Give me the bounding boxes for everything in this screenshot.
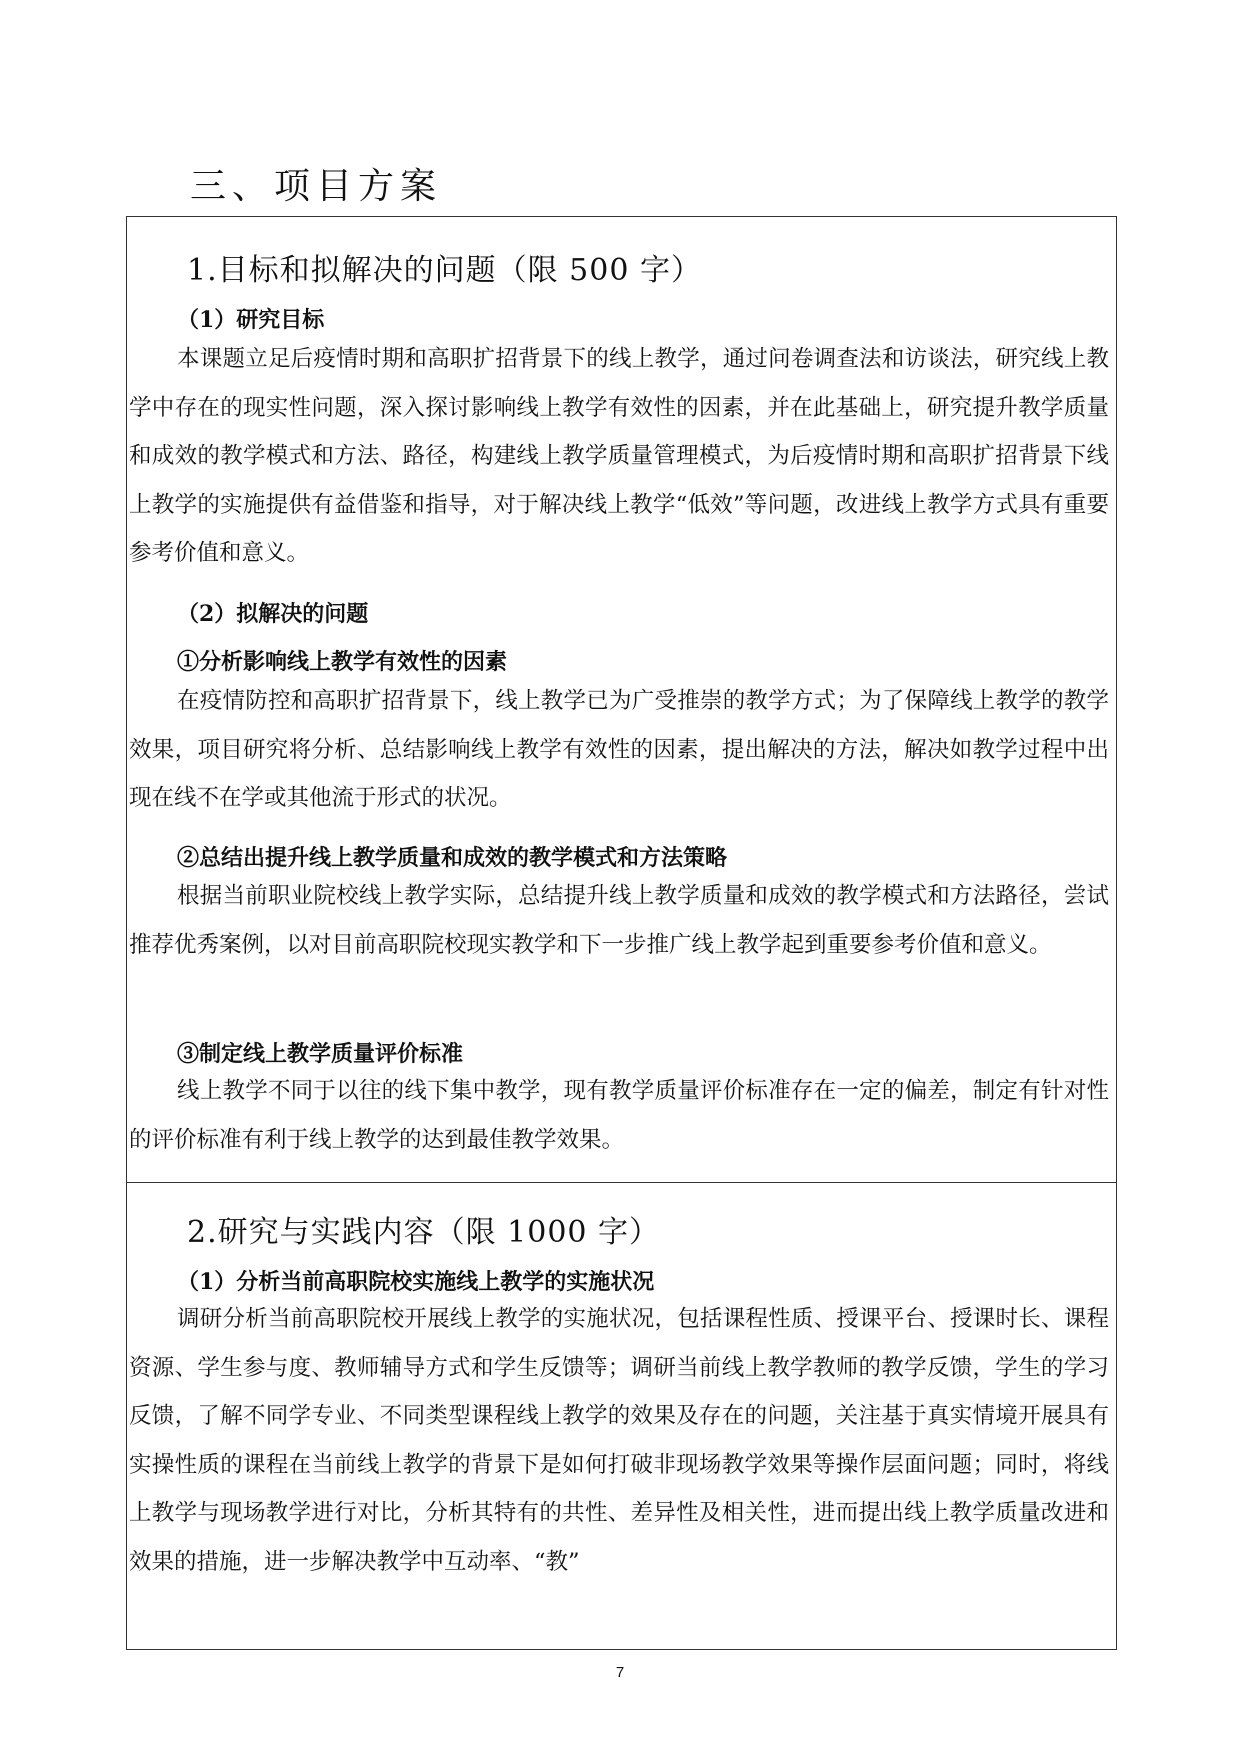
implementation-status-paragraph: 调研分析当前高职院校开展线上教学的实施状况，包括课程性质、授课平台、授课时长、课程资源、学生参与度、教师辅导方式和学生反馈等；调研当前线上教学教师的教学反馈，学生的学习反馈，了解不同学专业、不同类型课程线上教学的效果及存在的问题，关注基于真实情境开展具有实操性质的课程在当前线上教学的背景下是如何打破非现场教学效果等操作层面问题；同时，将线上教学与现场教学进行对比，分析其特有的共性、差异性及相关性，进而提出线上教学质量改进和效果的措施，进一步解决教学中互动率、“教” bbox=[129, 1306, 1109, 1575]
section-goals-box bbox=[126, 216, 1117, 1183]
problem-1-paragraph: 在疫情防控和高职扩招背景下，线上教学已为广受推崇的教学方式；为了保障线上教学的教学效果，项目研究将分析、总结影响线上教学有效性的因素，提出解决的方法，解决如教学过程中出现在线不在学或其他流于形式的状况。 bbox=[129, 688, 1109, 812]
problem-item-3: ③制定线上教学质量评价标准 bbox=[177, 1041, 464, 1067]
section-goals-title: 1.目标和拟解决的问题（限 500 字） bbox=[187, 253, 702, 288]
problem-3-paragraph: 线上教学不同于以往的线下集中教学，现有教学质量评价标准存在一定的偏差，制定有针对性的评价标准有利于线上教学的达到最佳教学效果。 bbox=[129, 1078, 1109, 1153]
problem-2-paragraph: 根据当前职业院校线上教学实际，总结提升线上教学质量和成效的教学模式和方法路径，尝试推荐优秀案例，以对目前高职院校现实教学和下一步推广线上教学起到重要参考价值和意义。 bbox=[129, 883, 1109, 958]
section-content-title: 2.研究与实践内容（限 1000 字） bbox=[187, 1215, 661, 1250]
implementation-status-heading: （1）分析当前高职院校实施线上教学的实施状况 bbox=[177, 1269, 655, 1295]
problem-item-1: ①分析影响线上教学有效性的因素 bbox=[177, 649, 508, 675]
section-content-box bbox=[126, 1182, 1117, 1650]
research-goal-paragraph: 本课题立足后疫情时期和高职扩招背景下的线上教学，通过问卷调查法和访谈法，研究线上教学中存在的现实性问题，深入探讨影响线上教学有效性的因素，并在此基础上，研究提升教学质量和成效的教学模式和方法、路径，构建线上教学质量管理模式，为后疫情时期和高职扩招背景下线上教学的实施提供有益借鉴和指导，对于解决线上教学“低效”等问题，改进线上教学方式具有重要参考价值和意义。 bbox=[129, 346, 1109, 567]
page-title: 三、项目方案 bbox=[190, 166, 443, 207]
problem-item-2: ②总结出提升线上教学质量和成效的教学模式和方法策略 bbox=[177, 845, 728, 871]
problems-heading: （2）拟解决的问题 bbox=[177, 601, 369, 627]
page-number: 7 bbox=[615, 1664, 625, 1681]
research-goal-heading: （1）研究目标 bbox=[177, 307, 325, 333]
